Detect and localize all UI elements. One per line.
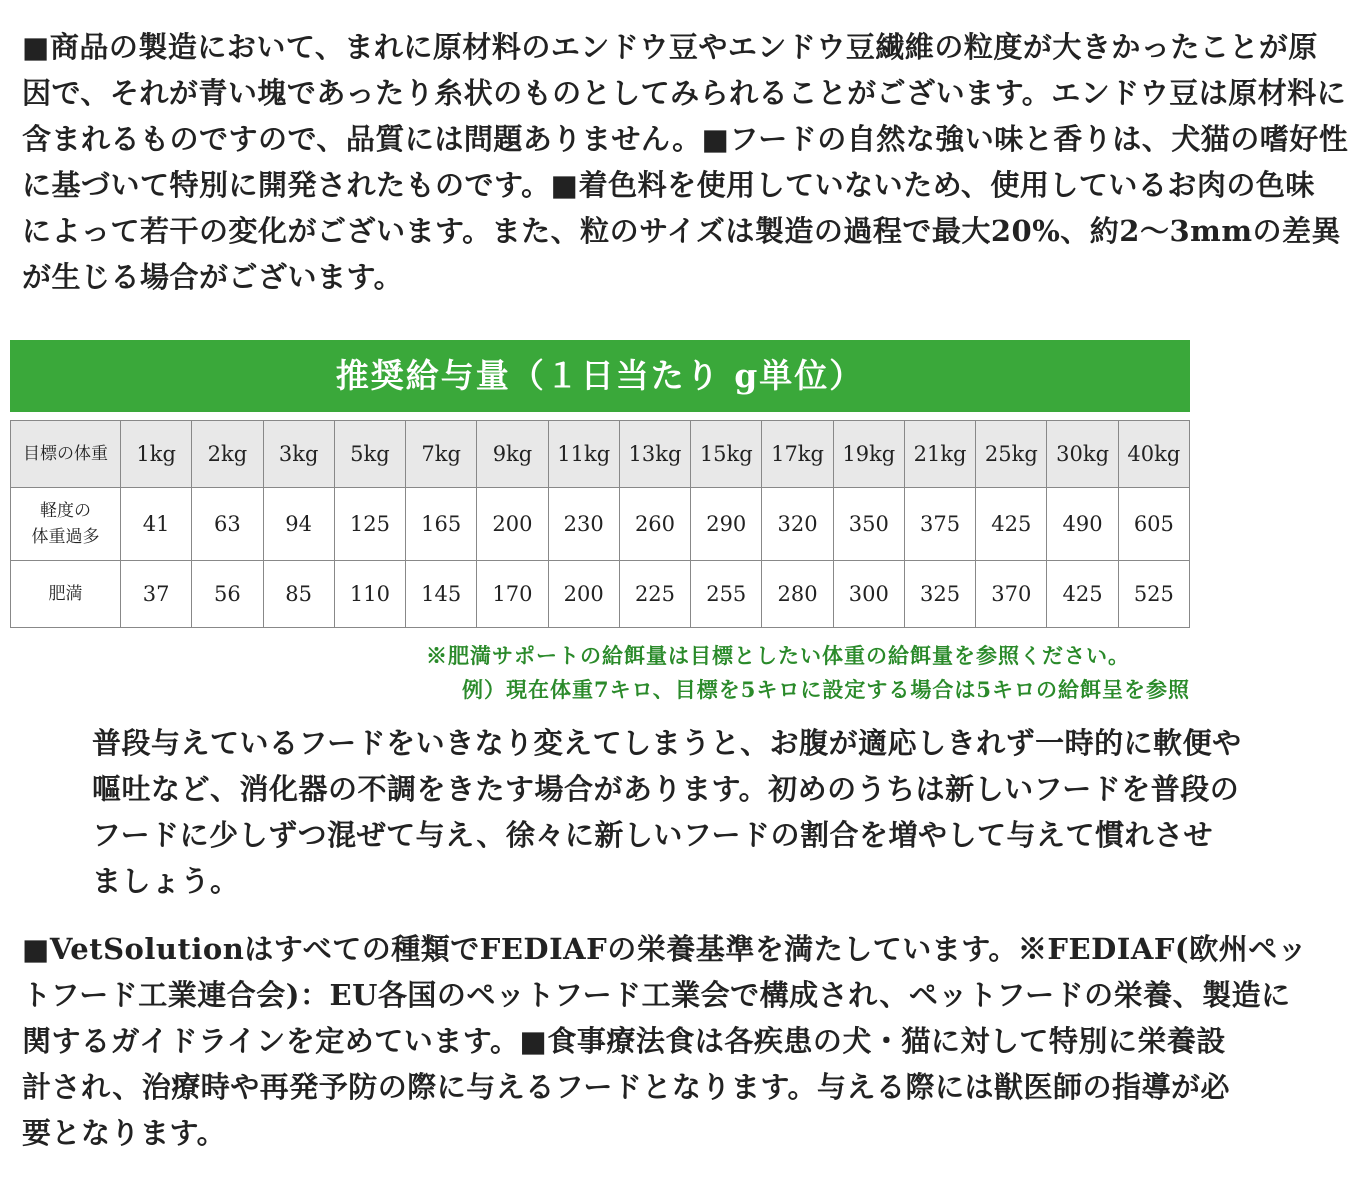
intro-line: 因で、それが青い塊であったり糸状のものとしてみられることがございます。エンドウ豆は原材料に [22,76,1347,110]
row-label-cell: 肥満 [11,561,121,628]
row-label-cell [11,488,121,561]
table-cell: 350 [833,488,904,561]
weight-header-cell: 9kg [477,421,548,488]
feeding-note: ※肥満サポートの給餌量は目標としたい体重の給餌量を参照ください。 [426,643,1130,668]
transition-line: 普段与えているフードをいきなり変えてしまうと、お腹が適応しきれず一時的に軟便や [92,726,1242,760]
table-cell: 41 [121,488,192,561]
table-cell: 605 [1118,488,1189,561]
table-header-row [11,421,1190,488]
weight-header-cell: 25kg [976,421,1047,488]
transition-line: 嘔吐など、消化器の不調をきたす場合があります。初めのうちは新しいフードを普段の [92,772,1240,806]
table-cell: 525 [1118,561,1189,628]
closing-line: トフード工業連合会)：EU各国のペットフード工業会で構成され、ペットフードの栄養、製造に [22,978,1291,1012]
table-cell: 56 [192,561,263,628]
transition-paragraph [92,720,1242,904]
table-cell: 490 [1047,488,1118,561]
table-cell: 260 [619,488,690,561]
table-cell: 280 [762,561,833,628]
table-cell: 145 [406,561,477,628]
weight-header-cell: 19kg [833,421,904,488]
table-row-obese [11,561,1190,628]
intro-line: が生じる場合がございます。 [22,260,404,294]
table-cell: 320 [762,488,833,561]
closing-line: 要となります。 [22,1116,227,1150]
table-row-mild-overweight [11,488,1190,561]
table-cell: 225 [619,561,690,628]
table-cell: 200 [477,488,548,561]
closing-line: ■VetSolutionはすべての種類でFEDIAFの栄養基準を満たしています。※FEDIAF(欧州ペッ [22,932,1308,966]
table-cell: 125 [334,488,405,561]
weight-header-cell: 40kg [1118,421,1189,488]
header-label-cell: 目標の体重 [11,421,121,488]
table-cell: 37 [121,561,192,628]
table-cell: 425 [1047,561,1118,628]
table-cell: 200 [548,561,619,628]
intro-line: によって若干の変化がございます。また、粒のサイズは製造の過程で最大20%、約2〜3mmの差異 [22,214,1342,248]
weight-header-cell: 21kg [904,421,975,488]
table-cell: 375 [904,488,975,561]
weight-header-cell: 13kg [619,421,690,488]
transition-line: フードに少しずつ混ぜて与え、徐々に新しいフードの割合を増やして与えて慣れさせ [92,818,1214,852]
closing-line: 関するガイドラインを定めています。■食事療法食は各疾患の犬・猫に対して特別に栄養設 [22,1024,1226,1058]
feeding-amount-table [10,420,1190,628]
table-cell: 425 [976,488,1047,561]
table-cell: 170 [477,561,548,628]
table-cell: 300 [833,561,904,628]
table-cell: 370 [976,561,1047,628]
intro-line: に基づいて特別に開発されたものです。■着色料を使用していないため、使用しているお肉の色味 [22,168,1315,202]
table-title-banner: 推奨給与量（１日当たり g単位） [10,340,1190,412]
table-cell: 94 [263,488,334,561]
intro-line: ■商品の製造において、まれに原材料のエンドウ豆やエンドウ豆繊維の粒度が大きかったことが原 [22,30,1318,64]
closing-paragraph [22,926,1308,1156]
weight-header-cell: 30kg [1047,421,1118,488]
table-cell: 63 [192,488,263,561]
weight-header-cell: 2kg [192,421,263,488]
weight-header-cell: 1kg [121,421,192,488]
feeding-example-note: 例）現在体重7キロ、目標を5キロに設定する場合は5キロの給餌呈を参照 [462,677,1190,702]
table-cell: 85 [263,561,334,628]
weight-header-cell: 15kg [691,421,762,488]
weight-header-cell: 7kg [406,421,477,488]
row-label-line: 体重過多 [31,527,100,547]
table-cell: 230 [548,488,619,561]
table-cell: 255 [691,561,762,628]
transition-line: ましょう。 [92,864,240,898]
table-cell: 325 [904,561,975,628]
weight-header-cell: 5kg [334,421,405,488]
table-cell: 165 [406,488,477,561]
closing-line: 計され、治療時や再発予防の際に与えるフードとなります。与える際には獣医師の指導が必 [22,1070,1231,1104]
intro-line: 含まれるものですので、品質には問題ありません。■フードの自然な強い味と香りは、犬猫の嗜好性 [22,122,1348,156]
weight-header-cell: 11kg [548,421,619,488]
row-label-line: 軽度の [40,501,91,521]
weight-header-cell: 3kg [263,421,334,488]
table-cell: 110 [334,561,405,628]
intro-paragraph [22,24,1348,300]
table-cell: 290 [691,488,762,561]
weight-header-cell: 17kg [762,421,833,488]
